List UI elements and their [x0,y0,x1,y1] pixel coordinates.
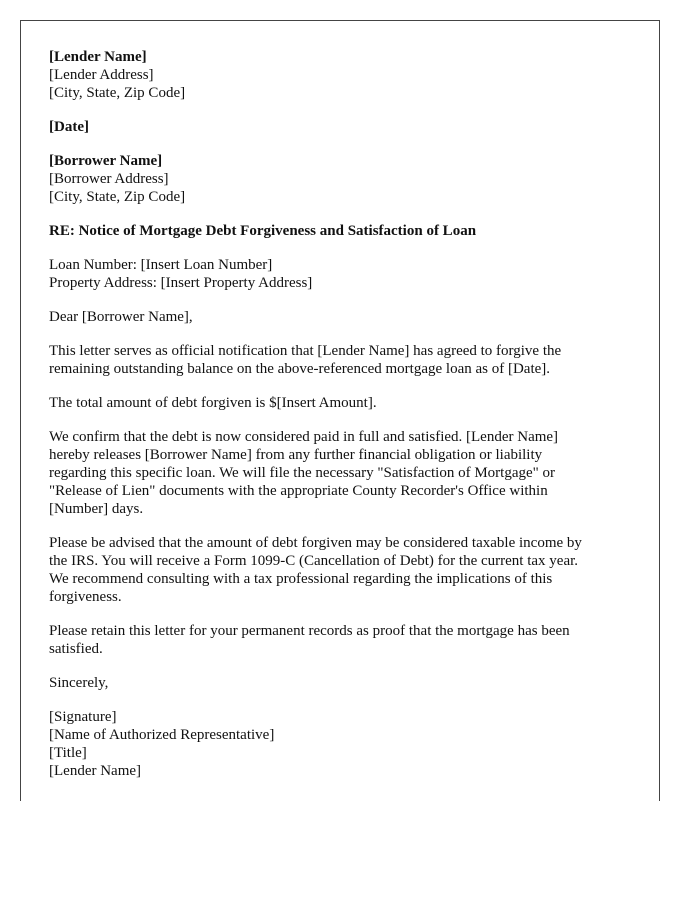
letter-date: [Date] [49,119,89,135]
borrower-block [49,152,659,206]
paragraph-line: This letter serves as official notification that [Lender Name] has agreed to forgive the [49,343,562,359]
borrower-name: [Borrower Name] [49,153,163,169]
body-paragraph [49,428,659,518]
paragraph-line: satisfied. [49,641,103,657]
paragraph-line: The total amount of debt forgiven is $[Insert Amount]. [49,395,377,411]
property-address: Property Address: [Insert Property Address] [49,275,313,291]
lender-name: [Lender Name] [49,49,147,65]
paragraph-line: regarding this specific loan. We will file the necessary "Satisfaction of Mortgage" or [49,465,556,481]
paragraph-line: the IRS. You will receive a Form 1099-C (Cancellation of Debt) for the current tax year. [49,553,579,569]
body-paragraphs [49,342,659,658]
paragraph-line: Please be advised that the amount of debt forgiven may be considered taxable income by [49,535,582,551]
representative-title: [Title] [49,745,87,761]
closing-block [49,674,659,692]
signature-lender-name: [Lender Name] [49,763,142,779]
letter-page [20,20,660,801]
salutation: Dear [Borrower Name], [49,309,193,325]
paragraph-line: "Release of Lien" documents with the appropriate County Recorder's Office within [49,483,548,499]
subject-block [49,222,659,240]
signature: [Signature] [49,709,117,725]
borrower-address: [Borrower Address] [49,171,169,187]
closing: Sincerely, [49,675,109,691]
loan-info [49,256,659,292]
subject-line: RE: Notice of Mortgage Debt Forgiveness and Satisfaction of Loan [49,223,477,239]
paragraph-line: remaining outstanding balance on the above-referenced mortgage loan as of [Date]. [49,361,551,377]
paragraph-line: We confirm that the debt is now considered paid in full and satisfied. [Lender Name] [49,429,559,445]
representative-name: [Name of Authorized Representative] [49,727,275,743]
borrower-city: [City, State, Zip Code] [49,189,186,205]
paragraph-line: We recommend consulting with a tax professional regarding the implications of this [49,571,553,587]
paragraph-line: Please retain this letter for your permanent records as proof that the mortgage has been [49,623,570,639]
lender-block [49,48,659,102]
lender-city: [City, State, Zip Code] [49,85,186,101]
body-paragraph [49,622,659,658]
paragraph-line: hereby releases [Borrower Name] from any further financial obligation or liability [49,447,543,463]
signature-block [49,708,659,780]
body-paragraph [49,342,659,378]
loan-number: Loan Number: [Insert Loan Number] [49,257,273,273]
body-paragraph [49,394,659,412]
paragraph-line: forgiveness. [49,589,122,605]
paragraph-line: [Number] days. [49,501,144,517]
date-block [49,118,659,136]
lender-address: [Lender Address] [49,67,154,83]
salutation-block [49,308,659,326]
body-paragraph [49,534,659,606]
